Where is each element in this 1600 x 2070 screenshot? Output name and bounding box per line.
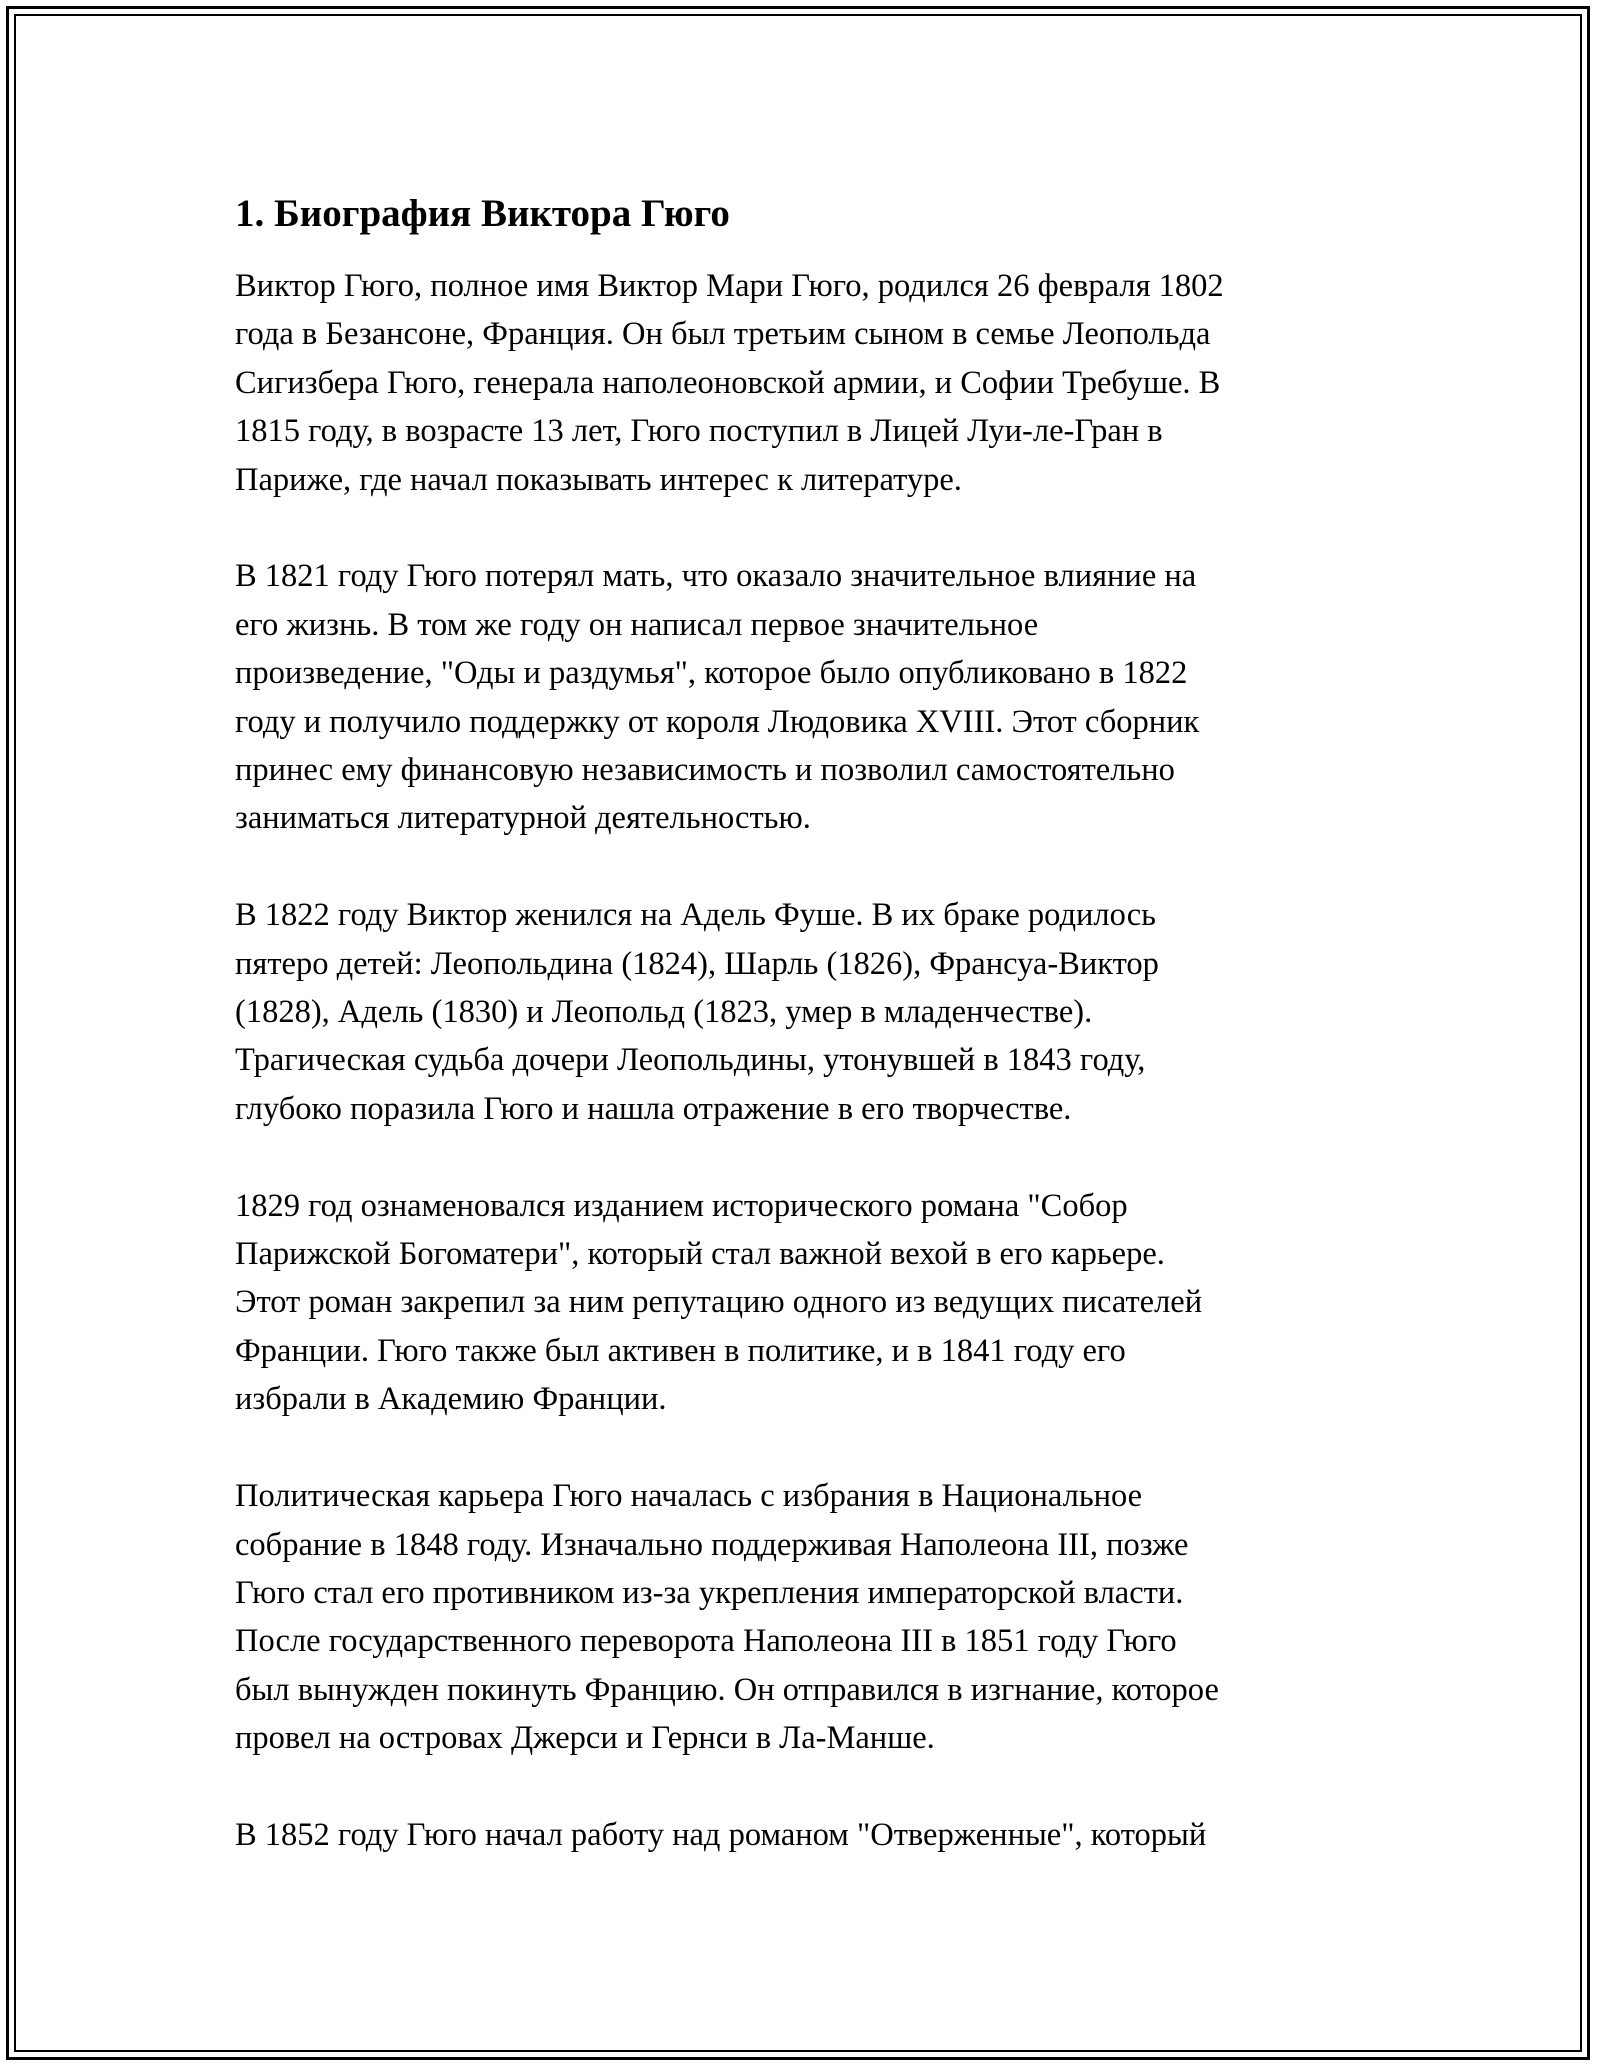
paragraph-notre-dame	[235, 1182, 1385, 1424]
text-line: Парижской Богоматери", который стал важной вехой в его карьере.	[235, 1236, 1165, 1273]
text-line: провел на островах Джерси и Гернси в Ла-Манше.	[235, 1720, 935, 1757]
text-line: году и получило поддержку от короля Людовика XVIII. Этот сборник	[235, 703, 1200, 740]
text-line: избрали в Академию Франции.	[235, 1381, 667, 1418]
text-line: года в Безансоне, Франция. Он был третьим сыном в семье Леопольда	[235, 316, 1211, 353]
text-line: 1815 году, в возрасте 13 лет, Гюго поступил в Лицей Луи-ле-Гран в	[235, 413, 1163, 450]
text-line: Сигизбера Гюго, генерала наполеоновской армии, и Софии Требуше. В	[235, 364, 1221, 401]
paragraph-politics	[235, 1472, 1385, 1762]
text-line: Политическая карьера Гюго началась с избрания в Национальное	[235, 1478, 1143, 1515]
text-line: глубоко поразила Гюго и нашла отражение в его творчестве.	[235, 1090, 1072, 1127]
text-line: В 1852 году Гюго начал работу над романом "Отверженные", который	[235, 1816, 1207, 1853]
paragraph-early-career	[235, 552, 1385, 842]
text-line: пятеро детей: Леопольдина (1824), Шарль (1826), Франсуа-Виктор	[235, 945, 1159, 982]
paragraph-family	[235, 891, 1385, 1133]
text-line: Этот роман закрепил за ним репутацию одного из ведущих писателей	[235, 1284, 1203, 1321]
text-line: его жизнь. В том же году он написал первое значительное	[235, 606, 1039, 643]
paragraph-birth	[235, 262, 1385, 504]
text-line: Трагическая судьба дочери Леопольдины, утонувшей в 1843 году,	[235, 1042, 1146, 1079]
paragraph-les-miserables	[235, 1811, 1385, 1859]
text-line: был вынужден покинуть Францию. Он отправился в изгнание, которое	[235, 1671, 1219, 1708]
document-body	[235, 190, 1385, 1859]
text-line: Париже, где начал показывать интерес к литературе.	[235, 461, 962, 498]
text-line: (1828), Адель (1830) и Леопольд (1823, умер в младенчестве).	[235, 994, 1093, 1031]
text-line: 1829 год ознаменовался изданием исторического романа "Собор	[235, 1187, 1128, 1224]
text-line: Гюго стал его противником из-за укрепления императорской власти.	[235, 1574, 1184, 1611]
text-line: Франции. Гюго также был активен в политике, и в 1841 году его	[235, 1332, 1126, 1369]
text-line: собрание в 1848 году. Изначально поддерживая Наполеона III, позже	[235, 1526, 1189, 1563]
text-line: Виктор Гюго, полное имя Виктор Мари Гюго, родился 26 февраля 1802	[235, 268, 1224, 304]
text-line: произведение, "Оды и раздумья", которое было опубликовано в 1822	[235, 655, 1188, 692]
text-line: принес ему финансовую независимость и позволил самостоятельно	[235, 752, 1175, 789]
section-heading: 1. Биография Виктора Гюго	[235, 192, 730, 235]
text-line: После государственного переворота Наполеона III в 1851 году Гюго	[235, 1623, 1177, 1660]
text-line: В 1821 году Гюго потерял мать, что оказало значительное влияние на	[235, 558, 1197, 595]
text-line: заниматься литературной деятельностью.	[235, 800, 811, 837]
text-line: В 1822 году Виктор женился на Адель Фуше. В их браке родилось	[235, 897, 1156, 934]
